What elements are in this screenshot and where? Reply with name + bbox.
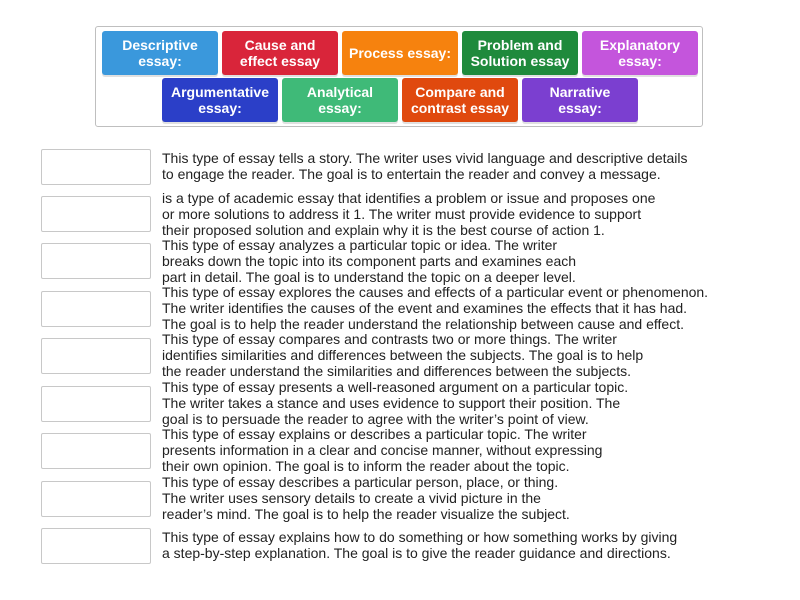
answer-drop-box[interactable]: [41, 528, 151, 564]
description-text: is a type of academic essay that identifies a problem or issue and proposes one or more solutions to address it 1. The writer must provide evidence to support their proposed solution and explain why it is the best course of action 1.: [162, 190, 656, 238]
tile-argumentative-essay[interactable]: Argumentative essay:: [162, 78, 278, 122]
tile-narrative-essay[interactable]: Narrative essay:: [522, 78, 638, 122]
tile-compare-and-contrast-essay[interactable]: Compare and contrast essay: [402, 78, 518, 122]
answer-drop-box[interactable]: [41, 196, 151, 232]
tile-bank: [95, 26, 703, 127]
description-text: This type of essay explains or describes a particular topic. The writer presents information in a clear and concise manner, without expressing their own opinion. The goal is to inform the reader about the topic.: [162, 426, 603, 474]
match-row: [0, 189, 800, 237]
answer-drop-box[interactable]: [41, 338, 151, 374]
description-text: This type of essay explains how to do something or how something works by giving a step-by-step explanation. The goal is to give the reader guidance and directions.: [162, 529, 678, 561]
tile-cause-and-effect-essay[interactable]: Cause and effect essay: [222, 31, 338, 75]
tile-analytical-essay[interactable]: Analytical essay:: [282, 78, 398, 122]
match-row: [0, 474, 800, 522]
answer-drop-box[interactable]: [41, 291, 151, 327]
description-text: This type of essay describes a particular person, place, or thing. The writer uses sensory details to create a vivid picture in the reader’s mind. The goal is to help the reader visualize the subject.: [162, 474, 570, 522]
match-row: [0, 379, 800, 427]
description-text: This type of essay presents a well-reasoned argument on a particular topic. The writer takes a stance and uses evidence to support their position. The goal is to persuade the reader to agree with the writer’s point of view.: [162, 379, 629, 427]
match-row: [0, 426, 800, 474]
match-row: [0, 331, 800, 379]
description-text: This type of essay tells a story. The writer uses vivid language and descriptive details to engage the reader. The goal is to entertain the reader and convey a message.: [162, 150, 688, 182]
description-text: This type of essay compares and contrasts two or more things. The writer identifies similarities and differences between the subjects. The goal is to help the reader understand the similarities and differences between the subjects.: [162, 331, 644, 379]
description-text: This type of essay analyzes a particular topic or idea. The writer breaks down the topic into its component parts and examines each part in detail. The goal is to understand the topic on a deeper level.: [162, 237, 577, 285]
answer-drop-box[interactable]: [41, 149, 151, 185]
tile-process-essay[interactable]: Process essay:: [342, 31, 458, 75]
tile-descriptive-essay[interactable]: Descriptive essay:: [102, 31, 218, 75]
match-row: [0, 284, 800, 332]
description-text: This type of essay explores the causes and effects of a particular event or phenomenon. The writer identifies the causes of the event and examines the effects that it has had. The goal is to help the reader understand the relationship between cause and effect.: [162, 284, 709, 332]
tile-explanatory-essay[interactable]: Explanatory essay:: [582, 31, 698, 75]
match-row: [0, 528, 800, 564]
answer-drop-box[interactable]: [41, 243, 151, 279]
tile-problem-and-solution-essay[interactable]: Problem and Solution essay: [462, 31, 578, 75]
match-row: [0, 149, 800, 185]
answer-drop-box[interactable]: [41, 481, 151, 517]
match-row: [0, 236, 800, 284]
answer-drop-box[interactable]: [41, 433, 151, 469]
answer-drop-box[interactable]: [41, 386, 151, 422]
